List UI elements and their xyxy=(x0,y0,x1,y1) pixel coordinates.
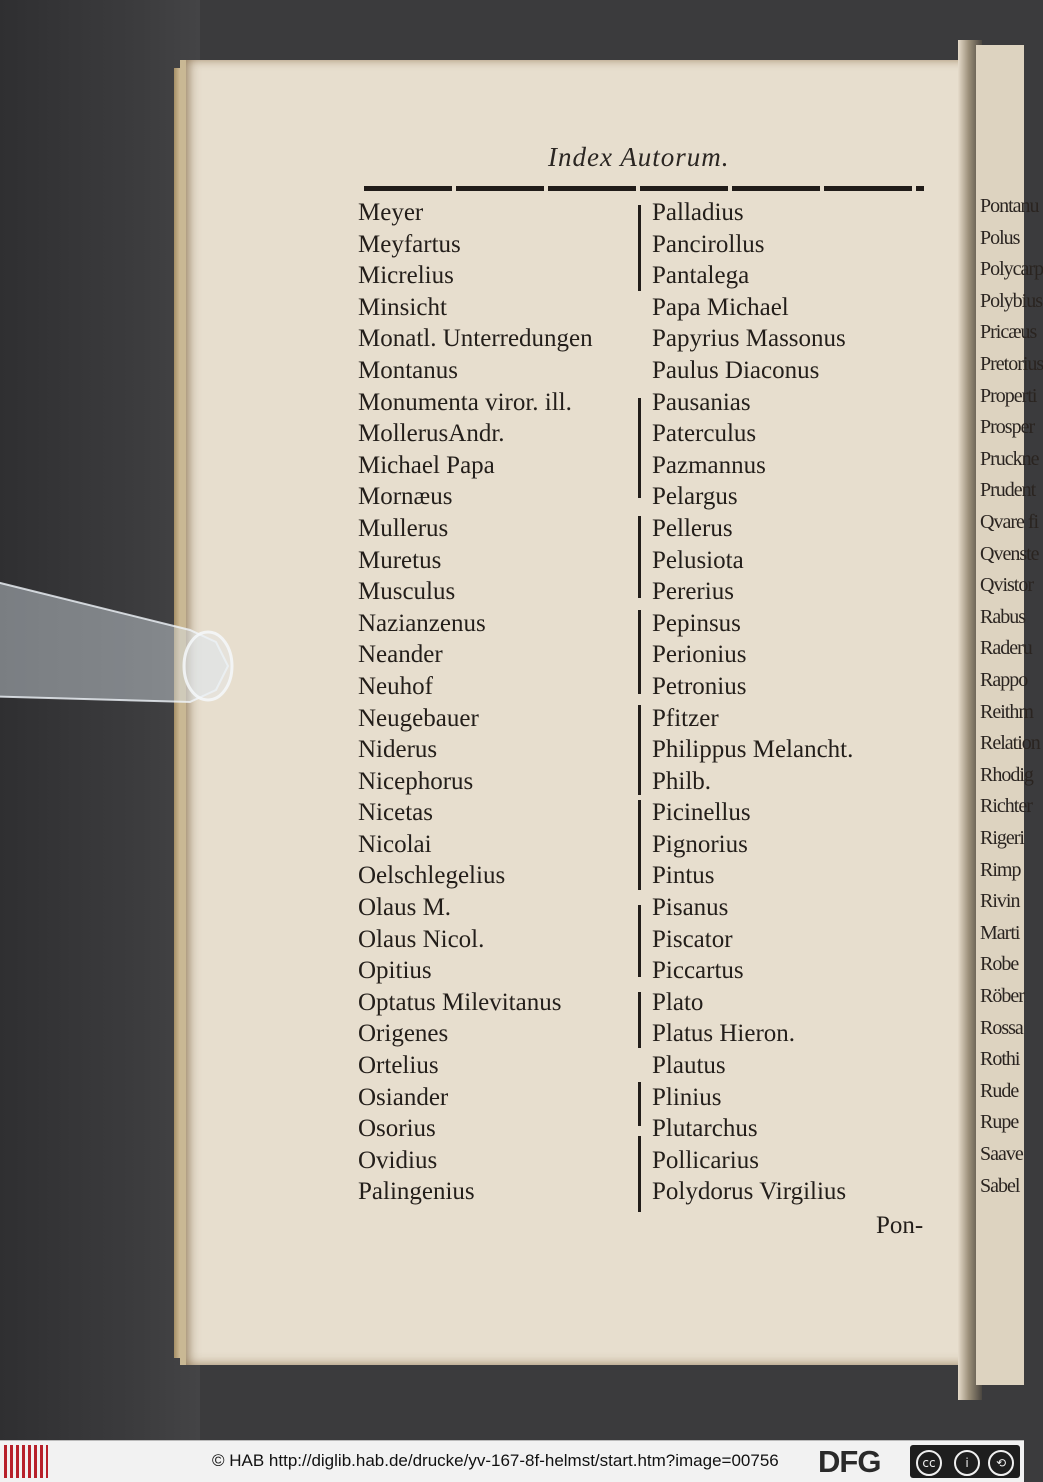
index-entry: Oelschlegelius xyxy=(358,862,506,890)
next-page-entry: Pretorius xyxy=(980,353,1043,375)
index-entry: Osiander xyxy=(358,1083,449,1111)
index-entry: Perionius xyxy=(652,641,747,669)
index-entry: Ortelius xyxy=(358,1052,439,1080)
index-entry: Monumenta viror. ill. xyxy=(358,388,572,416)
index-entry: Petronius xyxy=(652,672,747,700)
index-entry: Pancirollus xyxy=(652,230,765,258)
index-entry: Picinellus xyxy=(652,799,751,827)
next-page-entry: Polycarp xyxy=(980,258,1043,281)
index-entry: Mullerus xyxy=(358,514,449,542)
index-entry: Nicephorus xyxy=(358,767,474,795)
by-icon: i xyxy=(954,1450,980,1476)
index-entry: Neuhof xyxy=(358,672,433,700)
right-index-column xyxy=(652,197,853,1208)
index-entry: Opitius xyxy=(358,957,432,985)
index-entry: Nicolai xyxy=(358,830,432,858)
index-entry: Pfitzer xyxy=(652,704,719,732)
dfg-logo: DFG xyxy=(818,1444,881,1479)
index-entry: Pellerus xyxy=(652,514,733,542)
index-entry: Michael Papa xyxy=(358,451,495,479)
index-entry: Niderus xyxy=(358,736,438,764)
index-entry: Paterculus xyxy=(652,420,757,448)
next-page-entry: Marti xyxy=(980,921,1020,944)
next-page-entry: Polybius xyxy=(980,289,1043,312)
index-entry: Micrelius xyxy=(358,262,454,290)
index-entry: Montanus xyxy=(358,356,458,384)
index-entry: Olaus M. xyxy=(358,894,452,922)
next-page-entry: Reithm xyxy=(980,700,1033,723)
next-page-entry: Rupe xyxy=(980,1111,1019,1134)
next-page-entry: Rigeri xyxy=(980,827,1024,849)
next-page-entry: Richter xyxy=(980,795,1032,818)
index-entry: Piscator xyxy=(652,925,733,953)
next-page-entry: Rossa xyxy=(980,1016,1023,1039)
next-page-entry: Qvistor xyxy=(980,574,1033,597)
column-divider xyxy=(638,905,641,977)
index-entry: Pausanias xyxy=(652,388,751,416)
next-page-entry: Properti xyxy=(980,384,1037,407)
next-page-entry: Rimp xyxy=(980,858,1021,881)
next-page-entry: Pruckne xyxy=(980,447,1039,470)
index-entry: Pintus xyxy=(652,862,715,890)
index-entry: Olaus Nicol. xyxy=(358,925,485,953)
header-rule xyxy=(364,186,924,191)
index-entry: Pignorius xyxy=(652,830,748,858)
index-entry: Palingenius xyxy=(358,1178,475,1206)
index-entry: Papyrius Massonus xyxy=(652,325,846,353)
index-entry: Pelargus xyxy=(652,483,738,511)
next-page-entry: Prosper xyxy=(980,416,1035,439)
index-entry: Platus Hieron. xyxy=(652,1020,796,1048)
index-entry: Philb. xyxy=(652,767,712,795)
index-entry: Palladius xyxy=(652,199,744,226)
left-index-column xyxy=(358,197,593,1208)
next-page-entry: Röber xyxy=(980,985,1024,1007)
index-entry: Philippus Melancht. xyxy=(652,736,854,764)
next-page-entry: Pricæus xyxy=(980,321,1037,344)
index-entry: Muretus xyxy=(358,546,442,574)
index-entry: Pollicarius xyxy=(652,1146,759,1174)
footer-source-link[interactable]: © HAB http://diglib.hab.de/drucke/yv-167-8f-helmst/start.htm?image=00756 xyxy=(212,1451,779,1470)
column-divider xyxy=(638,610,641,694)
column-divider xyxy=(638,205,641,291)
index-entry: Plutarchus xyxy=(652,1115,758,1143)
catchword: Pon- xyxy=(876,1212,924,1239)
next-page-entry: Polus xyxy=(980,226,1020,249)
next-page-entry: Qvare fi xyxy=(980,511,1039,533)
index-entry: Ovidius xyxy=(358,1146,438,1174)
column-divider xyxy=(638,1136,641,1212)
next-page-entry: Rhodig xyxy=(980,763,1033,786)
next-page-entry: Robe xyxy=(980,953,1019,976)
column-divider xyxy=(638,516,641,598)
column-divider xyxy=(638,800,641,890)
index-entry: Meyfartus xyxy=(358,230,461,258)
hab-logo-icon xyxy=(4,1445,48,1478)
index-entry: Nicetas xyxy=(358,799,433,827)
index-entry: Pazmannus xyxy=(652,451,766,479)
next-page-entry: Raderu xyxy=(980,637,1032,660)
index-entry: Musculus xyxy=(358,578,456,606)
index-entry: Nazianzenus xyxy=(358,609,486,637)
next-page-entry: Qvenste xyxy=(980,542,1039,565)
index-entry: Plautus xyxy=(652,1052,726,1080)
page-holder-clip xyxy=(0,578,240,718)
index-entry: Optatus Milevitanus xyxy=(358,988,562,1016)
index-entry: Plato xyxy=(652,988,704,1016)
next-page-entry: Saave xyxy=(980,1143,1023,1165)
next-page-entry: Pontanu xyxy=(980,195,1039,217)
license-badge[interactable] xyxy=(910,1445,1020,1478)
index-entry: Mornæus xyxy=(358,483,453,511)
dark-background xyxy=(0,0,200,1440)
index-entry: Pantalega xyxy=(652,262,750,290)
index-entry: Pererius xyxy=(652,578,734,606)
column-divider xyxy=(638,705,641,795)
page-header: Index Autorum. xyxy=(548,142,730,172)
index-entry: Monatl. Unterredungen xyxy=(358,325,593,353)
index-entry: Polydorus Virgilius xyxy=(652,1178,847,1206)
index-entry: Pepinsus xyxy=(652,609,741,637)
cc-icon: cc xyxy=(916,1450,942,1476)
next-page-entry: Rappo xyxy=(980,669,1028,691)
next-page-entry: Rude xyxy=(980,1079,1019,1102)
index-entry: Pisanus xyxy=(652,894,729,922)
next-page-fragment xyxy=(976,45,1043,1385)
column-divider xyxy=(638,992,641,1048)
index-entry: Osorius xyxy=(358,1115,436,1143)
footer-bar xyxy=(0,1440,1024,1482)
index-entry: Neander xyxy=(358,641,443,669)
next-page-entry: Rothi xyxy=(980,1048,1020,1071)
next-page-entry: Sabel xyxy=(980,1174,1020,1197)
next-page-entry: Rivin xyxy=(980,890,1020,913)
index-entry: Plinius xyxy=(652,1083,722,1111)
column-divider xyxy=(638,398,641,498)
index-entry: Meyer xyxy=(358,199,424,226)
index-entry: Piccartus xyxy=(652,957,744,985)
index-entry: Origenes xyxy=(358,1020,449,1048)
next-page-entry: Relation xyxy=(980,732,1040,755)
index-entry: Paulus Diaconus xyxy=(652,356,820,384)
index-entry: Pelusiota xyxy=(652,546,744,574)
column-divider xyxy=(638,1082,641,1126)
index-entry: Papa Michael xyxy=(652,293,789,321)
index-entry: MollerusAndr. xyxy=(358,420,505,448)
index-entry: Minsicht xyxy=(358,293,447,321)
index-entry: Neugebauer xyxy=(358,704,479,732)
next-page-entry: Prudent xyxy=(980,479,1036,502)
sa-icon: ⟲ xyxy=(988,1450,1014,1476)
next-page-entry: Rabus xyxy=(980,605,1025,628)
